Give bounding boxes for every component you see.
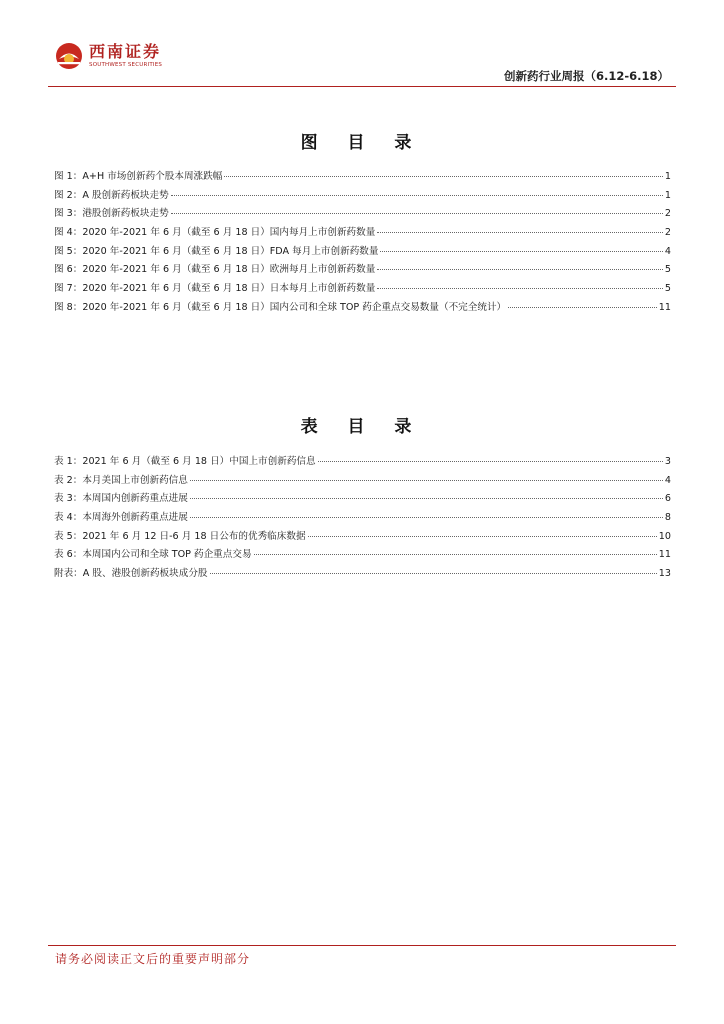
toc-entry-label: 图 2：A 股创新药板块走势	[54, 189, 169, 201]
toc-entry-label: 图 1：A+H 市场创新药个股本周涨跌幅	[54, 171, 223, 182]
toc-entry-label: 图 7：2020 年-2021 年 6 月（截至 6 月 18 日）日本每月上市创新药数量	[54, 283, 376, 295]
figure-index-entry[interactable]	[54, 168, 671, 187]
toc-entry-label: 表 6：本周国内公司和全球 TOP 药企重点交易	[54, 549, 252, 561]
toc-page-number: 10	[658, 530, 671, 542]
table-index-entry[interactable]	[54, 472, 671, 491]
footer-disclaimer: 请务必阅读正文后的重要声明部分	[55, 952, 251, 966]
toc-entry-label: 图 6：2020 年-2021 年 6 月（截至 6 月 18 日）欧洲每月上市创新药数量	[54, 264, 376, 276]
figure-index-entry[interactable]	[54, 261, 671, 280]
toc-leader-dots	[171, 213, 663, 214]
toc-leader-dots	[308, 536, 657, 537]
table-index-entry[interactable]	[54, 528, 671, 547]
logo-emblem-icon	[55, 42, 83, 70]
toc-entry-label: 表 1：2021 年 6 月（截至 6 月 18 日）中国上市创新药信息	[54, 456, 316, 467]
figure-index-entry[interactable]	[54, 280, 671, 299]
page-header	[0, 0, 724, 90]
toc-page-number: 2	[664, 227, 671, 239]
toc-page-number: 1	[664, 189, 671, 201]
toc-page-number: 11	[658, 549, 671, 561]
logo-english-name: SOUTHWEST SECURITIES	[89, 61, 163, 68]
toc-entry-label: 表 2：本月美国上市创新药信息	[54, 474, 188, 486]
toc-leader-dots	[190, 498, 663, 499]
toc-entry-label: 图 8：2020 年-2021 年 6 月（截至 6 月 18 日）国内公司和全球 TOP 药企重点交易数量（不完全统计）	[54, 301, 507, 313]
figures-index-title: 图 目 录	[300, 133, 424, 153]
figure-index-entry[interactable]	[54, 224, 671, 243]
figures-index-list	[54, 168, 671, 318]
toc-page-number: 5	[664, 264, 671, 276]
toc-entry-label: 表 3：本周国内创新药重点进展	[54, 493, 188, 505]
toc-entry-label: 图 4：2020 年-2021 年 6 月（截至 6 月 18 日）国内每月上市创新药数量	[54, 227, 376, 239]
toc-leader-dots	[190, 517, 663, 518]
toc-leader-dots	[508, 307, 657, 308]
toc-entry-label: 表 5：2021 年 6 月 12 日-6 月 18 日公布的优秀临床数据	[54, 530, 306, 542]
tables-index-list	[54, 453, 671, 584]
toc-leader-dots	[190, 480, 663, 481]
toc-page-number: 6	[664, 493, 671, 505]
toc-entry-label: 附表：A 股、港股创新药板块成分股	[54, 568, 208, 580]
figure-index-entry[interactable]	[54, 299, 671, 318]
tables-index-title: 表 目 录	[300, 417, 424, 437]
figure-index-entry[interactable]	[54, 187, 671, 206]
toc-entry-label: 图 3：港股创新药板块走势	[54, 208, 169, 220]
table-index-entry[interactable]	[54, 490, 671, 509]
toc-leader-dots	[380, 251, 662, 252]
toc-page-number: 4	[664, 245, 671, 257]
toc-page-number: 1	[664, 171, 671, 182]
figure-index-entry[interactable]	[54, 205, 671, 224]
toc-page-number: 8	[664, 512, 671, 524]
toc-leader-dots	[254, 554, 657, 555]
toc-leader-dots	[318, 461, 663, 462]
footer-divider	[48, 945, 676, 946]
company-logo	[55, 42, 162, 70]
report-title: 创新药行业周报（6.12-6.18）	[503, 69, 669, 83]
toc-page-number: 2	[664, 208, 671, 220]
table-index-entry[interactable]	[54, 565, 671, 584]
toc-page-number: 4	[664, 474, 671, 486]
header-divider	[48, 86, 676, 87]
toc-leader-dots	[377, 232, 663, 233]
toc-entry-label: 图 5：2020 年-2021 年 6 月（截至 6 月 18 日）FDA 每月上市创新药数量	[54, 245, 379, 257]
toc-leader-dots	[224, 176, 663, 177]
toc-leader-dots	[377, 288, 663, 289]
toc-leader-dots	[171, 195, 663, 196]
table-index-entry[interactable]	[54, 453, 671, 472]
toc-page-number: 5	[664, 283, 671, 295]
toc-page-number: 13	[658, 568, 671, 580]
table-index-entry[interactable]	[54, 546, 671, 565]
toc-leader-dots	[377, 269, 663, 270]
toc-page-number: 11	[658, 301, 671, 313]
table-index-entry[interactable]	[54, 509, 671, 528]
toc-entry-label: 表 4：本周海外创新药重点进展	[54, 512, 188, 524]
toc-leader-dots	[210, 573, 657, 574]
toc-page-number: 3	[664, 456, 671, 467]
figure-index-entry[interactable]	[54, 243, 671, 262]
logo-chinese-name: 西南证券	[89, 41, 162, 61]
